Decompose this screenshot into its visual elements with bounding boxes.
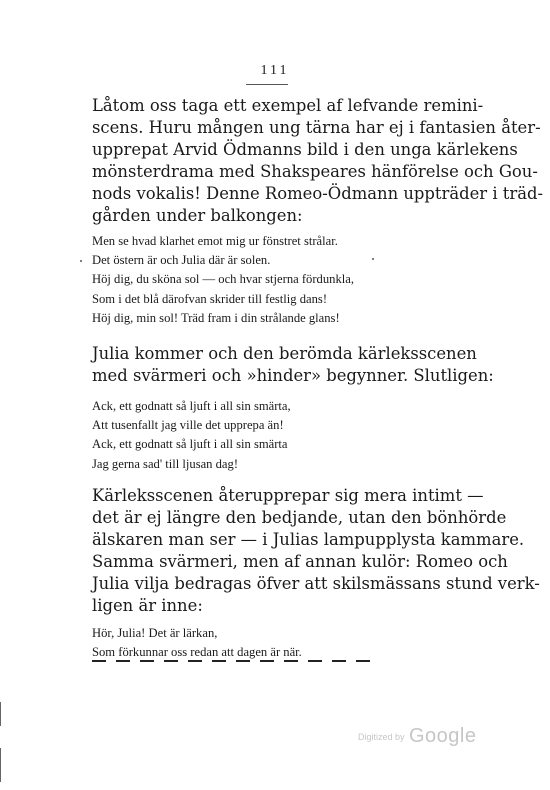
verse-2 [92, 397, 291, 474]
text-line: gården under balkongen: [92, 206, 303, 225]
verse-3 [92, 624, 302, 662]
text-line: nods vokalis! Denne Romeo-Ödmann uppträder i träd- [92, 184, 543, 203]
text-line: Julia kommer och den berömda kärleksscenen [92, 344, 477, 363]
text-line: med svärmeri och »hinder» begynner. Slutligen: [92, 366, 494, 385]
text-line: Samma svärmeri, men af annan kulör: Romeo och [92, 552, 508, 571]
speck [80, 260, 82, 262]
verse-line: Men se hvad klarhet emot mig ur fönstret strålar. [92, 234, 338, 248]
verse-line: Som i det blå därofvan skrider till festlig dans! [92, 291, 328, 306]
text-line: det är ej längre den bedjande, utan den bönhörde [92, 508, 507, 527]
verse-line: Ack, ett godnatt så ljuft i all sin smärta [92, 437, 288, 452]
verse-1 [92, 232, 354, 328]
text-line: Låtom oss taga ett exempel af lefvande remini- [92, 96, 484, 115]
speck [372, 258, 374, 260]
page-number-rule [246, 84, 288, 85]
verse-line: Ack, ett godnatt så ljuft i all sin smärta, [92, 399, 291, 413]
verse-line: Höj dig, min sol! Träd fram i din strålande glans! [92, 310, 340, 325]
text-line: scens. Huru mången ung tärna har ej i fantasien åter- [92, 118, 541, 137]
text-line: ligen är inne: [92, 596, 203, 615]
text-line: Kärleksscenen återupprepar sig mera intimt — [92, 486, 484, 505]
digitized-watermark [358, 725, 476, 748]
verse-line: Som förkunnar oss redan att dagen är när. [92, 645, 302, 660]
verse-line: Det östern är och Julia där är solen. [92, 253, 271, 268]
paragraph-2 [92, 343, 494, 387]
scan-edge-mark [0, 748, 1, 782]
text-line: älskaren man ser — i Julias lampupplysta kammare. [92, 530, 525, 549]
page-number: 111 [260, 63, 290, 78]
text-line: upprepat Arvid Ödmanns bild i den unga kärlekens [92, 140, 518, 159]
text-line: mönsterdrama med Shakspeares hänförelse och Gou- [92, 162, 538, 181]
paragraph-1 [92, 95, 543, 227]
verse-line: Jag gerna sad' till ljusan dag! [92, 456, 239, 471]
scan-edge-mark [0, 702, 1, 726]
google-logo: Google [408, 725, 477, 747]
watermark-prefix: Digitized by [358, 732, 405, 742]
verse-line: Höj dig, du sköna sol — och hvar stjerna fördunkla, [92, 272, 354, 287]
ellipsis-dash-rule [92, 660, 370, 662]
text-line: Julia vilja bedragas öfver att skilsmässans stund verk- [92, 574, 540, 593]
verse-line: Att tusenfallt jag ville det upprepa än! [92, 418, 284, 433]
paragraph-3 [92, 485, 540, 617]
verse-line: Hör, Julia! Det är lärkan, [92, 626, 218, 640]
